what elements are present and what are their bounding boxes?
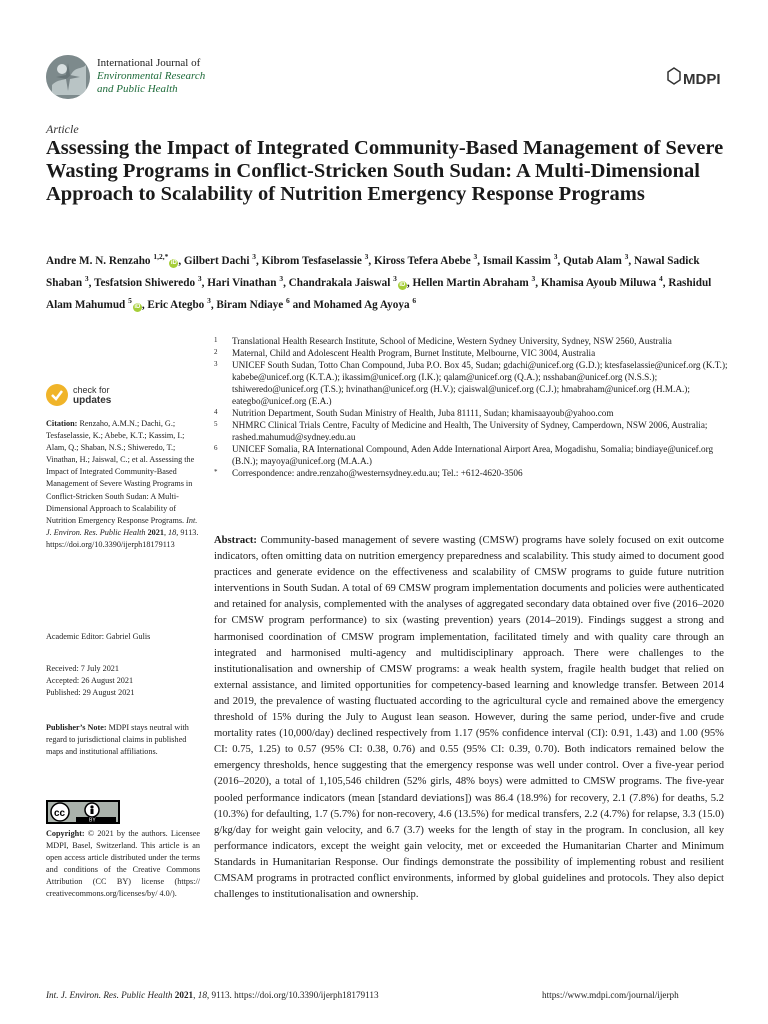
author-affiliation-marker: 4 xyxy=(659,274,663,283)
affiliation-number: * xyxy=(214,468,218,476)
accepted-date: Accepted: 26 August 2021 xyxy=(46,676,134,686)
affiliation-text: UNICEF South Sudan, Totto Chan Compound, Juba P.O. Box 45, Sudan; gdachi@unicef.org (G.D.); ktesfaselassie@unicef.org (K.T.); kabebe@unicef.org (K.T.A.); ikassim@unicef.org (I.K.); qalam@unicef.org (Q.A.); nsshaban@unicef.org (N.S.S.); tshiweredo@unicef.org (T.S.); hvinathan@unicef.org (H.V.); cjaiswal@unicef.org (C.J.); hmabraham@unicef.org (H.M.A.); eategbo@unicef.org (E.A.) xyxy=(232,360,728,406)
author-name[interactable]: Rashidul Alam Mahumud xyxy=(46,277,712,311)
footer-journal: Int. J. Environ. Res. Public Health xyxy=(46,990,173,1000)
affiliation-item xyxy=(214,443,734,467)
author-affiliation-marker: 3 xyxy=(84,274,89,283)
footer-volume: 18 xyxy=(197,990,207,1000)
affiliation-number: 5 xyxy=(214,420,218,428)
published-date: Published: 29 August 2021 xyxy=(46,688,135,698)
author-name[interactable]: Andre M. N. Renzaho xyxy=(46,255,151,267)
affiliation-item xyxy=(214,467,734,479)
journal-name-line3: and Public Health xyxy=(97,83,178,95)
author-name[interactable]: Gilbert Dachi xyxy=(183,255,250,267)
mdpi-logo xyxy=(666,66,722,90)
svg-text:MDPI: MDPI xyxy=(683,71,721,88)
footer-journal-url[interactable]: https://www.mdpi.com/journal/ijerph xyxy=(542,990,679,1000)
article-type: Article xyxy=(46,122,79,136)
affiliation-number: 1 xyxy=(214,336,218,344)
journal-logo xyxy=(46,55,90,99)
publisher-note xyxy=(46,722,200,758)
author-name[interactable]: Kibrom Tesfaselassie xyxy=(261,255,362,267)
affiliation-text: Translational Health Research Institute, School of Medicine, Western Sydney University, Sydney, NSW 2560, Australia xyxy=(232,336,672,346)
svg-text:cc: cc xyxy=(54,808,66,819)
author-affiliation-marker: 3 xyxy=(531,274,536,283)
citation-year: 2021 xyxy=(147,527,164,537)
author-name[interactable]: Kiross Tefera Abebe xyxy=(373,255,471,267)
author-name[interactable]: Eric Ategbo xyxy=(147,299,205,311)
author-name[interactable]: Tesfatsion Shiweredo xyxy=(94,277,196,289)
publisher-note-text: MDPI stays neutral with regard to jurisdictional claims in published maps and institutional affiliations. xyxy=(46,723,189,757)
author-affiliation-marker: 3 xyxy=(279,274,284,283)
journal-name xyxy=(97,57,205,96)
affiliation-item xyxy=(214,419,734,443)
copyright-block xyxy=(46,828,200,901)
author-name[interactable]: Hellen Martin Abraham xyxy=(412,277,529,289)
abstract-label: Abstract: xyxy=(214,535,257,546)
publisher-note-label: Publisher’s Note: xyxy=(46,723,107,732)
author-affiliation-marker: 3 xyxy=(252,252,257,261)
check-updates-line2: updates xyxy=(73,394,112,406)
author-affiliation-marker: 3 xyxy=(473,252,478,261)
author-affiliation-marker: 3 xyxy=(393,274,397,283)
dates-block xyxy=(46,663,200,699)
author-affiliation-marker: 3 xyxy=(364,252,369,261)
author-name[interactable]: Qutab Alam xyxy=(563,255,622,267)
orcid-icon[interactable]: iD xyxy=(134,304,141,310)
author-affiliation-marker: 3 xyxy=(624,252,629,261)
check-for-updates-badge[interactable] xyxy=(46,384,111,406)
copyright-label: Copyright: xyxy=(46,829,85,838)
author-affiliation-marker: 6 xyxy=(286,296,290,305)
orcid-icon[interactable]: iD xyxy=(399,282,406,288)
affiliation-item xyxy=(214,407,734,419)
author-name[interactable]: Nawal Sadick Shaban xyxy=(46,255,700,289)
copyright-text: © 2021 by the authors. Licensee MDPI, Basel, Switzerland. This article is an open access article distributed under the terms and conditions of the Creative Commons Attribution (CC BY) license (https:// creativecommons.org/licenses/by/ 4.0/). xyxy=(46,829,200,899)
affiliation-text: Nutrition Department, South Sudan Ministry of Health, Juba 81111, Sudan; khamisaayoub@yahoo.com xyxy=(232,408,614,418)
author-list: Andre M. N. Renzaho $^{1,2,*}$iD , Gilbert Dachi $^3$, Kibrom Tesfaselassie $^3$, Kiross Tefera Abebe $^3$, Ismail Kassim $^3$, Qutab Alam $^3$, Nawal Sadick Shaban $^3$, Tesfatsion Shiweredo $^3$, Hari Vinathan $^3$, Chandrakala Jaiswal $^3$iD , Hellen Martin Abraham $^3$, Khamisa Ayoub Miluwa $^4$, Rashidul Alam Mahumud $^5$iD , Eric Ategbo $^3$, Biram Ndiaye $^6$ and Mohamed Ag Ayoya $^6$ xyxy=(46,252,712,311)
cc-by-license-icon[interactable] xyxy=(46,800,120,824)
citation-block: Citation: Renzaho, A.M.N.; Dachi, G.; Tesfaselassie, K.; Abebe, K.T.; Kassim, I.; Alam, Q.; Shaban, N.S.; Shiweredo, T.; Vinathan, H.; Jaiswal, C.; et al. Assessing the Impact of Integrated Community-Based Management of Severe Wasting Programs in Conflict-Stricken South Sudan: A Multi-Dimensional Approach to Scalability of Nutrition Emergency Response Programs. Int. J. Environ. Res. Public Health 2021, 18, 9113. https://doi.org/10.3390/ijerph18179113 xyxy=(46,419,199,549)
academic-editor: Academic Editor: Gabriel Gulis xyxy=(46,632,151,641)
journal-name-line1: International Journal of xyxy=(97,57,201,69)
author-name[interactable]: Chandrakala Jaiswal xyxy=(288,277,391,289)
abstract-text: Community-based management of severe wasting (CMSW) programs have solely focused on exit outcome indicators, often omitting data on nutrition emergency preparedness and scalability. This study aimed to document good practices and generate evidence on the effectiveness and scalability of CMSW programs to guide future nutrition interventions in South Sudan. A total of 69 CMSW program implementation documents and policies were authenticated and retained for analysis, complemented with the analyses of aggregated secondary data obtained over five (2016–2020 for CMSW program performance) to six (wasting prevention) years (2014–2019). Findings suggest a strong and harmonised coordination of CMSW program implementation, facilitated timely and with quality care through an integrated and harmonised multi-agency and multidisciplinary approach. There were challenges to the institutionalisation and ownership of CMSW programs: a weak health system, fragile health budget that relied on external assistance, and limited opportunities for competency-based learning and knowledge transfer. Between 2014 and 2019, the prevalence of wasting fluctuated according to the agricultural cycle and remained above the emergency threshold of 15% during the July to August lean season. However, during the same period, under-five and crude mortality rates (10,000/day) declined respectively from 1.17 (95% confidence interval (CI): 0.91, 1.43) and 1.00 (95% CI: 0.75, 1.25) to 0.57 (95% CI: 0.38, 0.76) and 0.55 (95% CI: 0.39, 0.70). Both indicators remained below the emergency thresholds, hence suggesting that the emergency response was well under control. Over a five-year period (2016–2020), a total of 1,105,546 children (52% girls, 48% boys) were admitted to CMSW programs. The five-year pooled performance indicators (mean [standard deviations]) was 86.4 (18.9%) for recovery, 2.1 (7.8%) for deaths, 5.2 (10.3%) for defaulting, 1.7 (5.7%) for non-recovery, 4.6 (13.5%) for medical transfers, 2.2 (4.7%) for relapse, 3.3 (15.0) g/kg/day for weight gain velocity, and 6.7 (3.7) weeks for the length of stay in the program. In conclusion, all key performance indicators, except the weight gain velocity, met or exceeded the Humanitarian Charter and Minimum Standards in Humanitarian Response. Our findings demonstrate the possibility of implementing robust and resilient CMSAM programs in protracted conflict environments, informed by global guidelines and protocols. They also depict challenges to institutionalisation and ownership. xyxy=(214,535,724,901)
affiliation-text: NHMRC Clinical Trials Centre, Faculty of Medicine and Health, The University of Sydney, Camperdown, NSW 2006, Australia; rashed.mahumud@sydney.edu.au xyxy=(232,420,708,442)
check-updates-icon xyxy=(46,384,68,406)
affiliation-item xyxy=(214,359,734,407)
orcid-icon[interactable]: iD xyxy=(170,260,177,266)
author-affiliation-marker: 3 xyxy=(553,252,558,261)
affiliation-text: Maternal, Child and Adolescent Health Program, Burnet Institute, Melbourne, VIC 3004, Australia xyxy=(232,348,596,358)
author-name[interactable]: Hari Vinathan xyxy=(207,277,277,289)
footer-doi[interactable]: , 9113. https://doi.org/10.3390/ijerph18179113 xyxy=(206,990,379,1000)
author-name[interactable]: Mohamed Ag Ayoya xyxy=(313,299,410,311)
affiliation-item xyxy=(214,335,734,347)
affiliations xyxy=(214,335,734,479)
author-affiliation-marker: 5 xyxy=(128,296,132,305)
author-name[interactable]: Biram Ndiaye xyxy=(216,299,284,311)
journal-name-line2: Environmental Research xyxy=(97,70,206,82)
author-affiliation-marker: 6 xyxy=(412,296,417,305)
author-name[interactable]: Ismail Kassim xyxy=(482,255,551,267)
article-title: Assessing the Impact of Integrated Community-Based Management of Severe Wasting Programs in Conflict-Stricken South Sudan: A Multi-Dimensional Approach to Scalability of Nutrition Emergency Response Programs xyxy=(46,137,724,205)
citation-text: Renzaho, A.M.N.; Dachi, G.; Tesfaselassie, K.; Abebe, K.T.; Kassim, I.; Alam, Q.; Shaban, N.S.; Shiweredo, T.; Vinathan, H.; Jaiswal, C.; et al. Assessing the Impact of Integrated Community-Based Management of Severe Wasting Programs in Conflict-Stricken South Sudan: A Multi-Dimensional Approach to Scalability of Nutrition Emergency Response Programs. xyxy=(46,419,195,525)
citation-doi[interactable]: 9113. https://doi.org/10.3390/ijerph18179113 xyxy=(46,527,199,549)
affiliation-number: 6 xyxy=(214,444,218,452)
author-affiliation-marker: 3 xyxy=(197,274,202,283)
affiliation-item xyxy=(214,347,734,359)
affiliation-number: 4 xyxy=(214,408,218,416)
affiliation-number: 3 xyxy=(214,360,218,368)
received-date: Received: 7 July 2021 xyxy=(46,664,119,673)
check-updates-line1: check for xyxy=(73,384,110,395)
affiliation-text: UNICEF Somalia, RA International Compound, Aden Adde International Airport Area, Mogadishu, Somalia; bindiaye@unicef.org (B.N.); mayoya@unicef.org (M.A.A.) xyxy=(232,444,714,466)
author-name[interactable]: Khamisa Ayoub Miluwa xyxy=(540,277,657,289)
svg-text:BY: BY xyxy=(89,817,96,824)
author-affiliation-marker: 3 xyxy=(207,296,211,305)
author-affiliation-marker: 1,2,* xyxy=(153,252,169,261)
abstract xyxy=(214,533,724,903)
citation-label: Citation: xyxy=(46,419,78,428)
affiliation-number: 2 xyxy=(214,348,218,356)
affiliation-text: Correspondence: andre.renzaho@westernsydney.edu.au; Tel.: +612-4620-3506 xyxy=(232,468,523,478)
citation-volume: 18 xyxy=(168,527,177,537)
footer-year: 2021 xyxy=(174,990,194,1000)
footer-citation: Int. J. Environ. Res. Public Health 2021, 18, 9113. https://doi.org/10.3390/ijerph18179113 xyxy=(46,990,379,1000)
citation-journal: Int. J. Environ. Res. Public Health xyxy=(46,515,198,537)
